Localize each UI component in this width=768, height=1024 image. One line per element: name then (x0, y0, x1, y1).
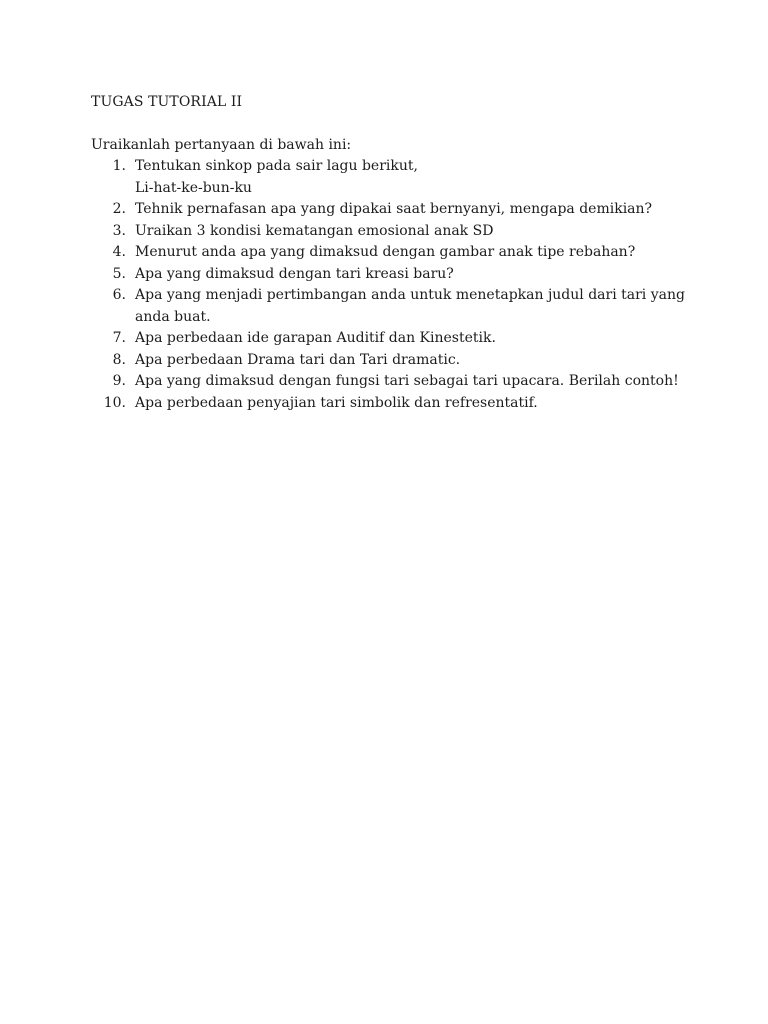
question-text: Apa yang dimaksud dengan tari kreasi baru? (135, 265, 454, 282)
question-text: Apa perbedaan ide garapan Auditif dan Kinestetik. (135, 330, 496, 346)
question-number: 7. (112, 330, 126, 346)
document-title: TUGAS TUTORIAL II (91, 94, 243, 110)
question-text: Apa perbedaan penyajian tari simbolik dan refresentatif. (135, 394, 538, 411)
list-item (91, 285, 691, 328)
list-item (91, 350, 691, 372)
list-item (91, 328, 691, 350)
list-item (91, 264, 691, 286)
question-text: Apa yang menjadi pertimbangan anda untuk menetapkan judul dari tari yang (135, 287, 685, 303)
list-item (91, 199, 691, 221)
question-number: 1. (112, 158, 126, 174)
question-text-continued: anda buat. (135, 308, 211, 325)
question-text: Menurut anda apa yang dimaksud dengan gambar anak tipe rebahan? (135, 244, 636, 260)
question-number: 4. (112, 244, 126, 260)
list-item (91, 371, 691, 393)
question-text: Uraikan 3 kondisi kematangan emosional anak SD (135, 222, 494, 239)
question-text: Apa perbedaan Drama tari dan Tari dramatic. (135, 351, 461, 368)
question-number: 9. (112, 373, 126, 389)
question-number: 3. (112, 222, 126, 239)
question-list (91, 156, 691, 414)
question-number: 5. (112, 265, 126, 282)
question-number: 2. (112, 201, 126, 217)
question-text: Apa yang dimaksud dengan fungsi tari sebagai tari upacara. Berilah contoh! (135, 373, 679, 389)
list-item (91, 393, 691, 415)
list-item (91, 156, 691, 199)
instruction-text: Uraikanlah pertanyaan di bawah ini: (91, 137, 352, 153)
list-item (91, 242, 691, 264)
list-item (91, 221, 691, 243)
question-text-continued: Li-hat-ke-bun-ku (135, 179, 252, 196)
question-number: 10. (103, 394, 126, 411)
question-text: Tehnik pernafasan apa yang dipakai saat bernyanyi, mengapa demikian? (135, 201, 653, 217)
question-number: 8. (112, 351, 126, 368)
question-text: Tentukan sinkop pada sair lagu berikut, (135, 158, 418, 174)
question-number: 6. (112, 287, 126, 303)
